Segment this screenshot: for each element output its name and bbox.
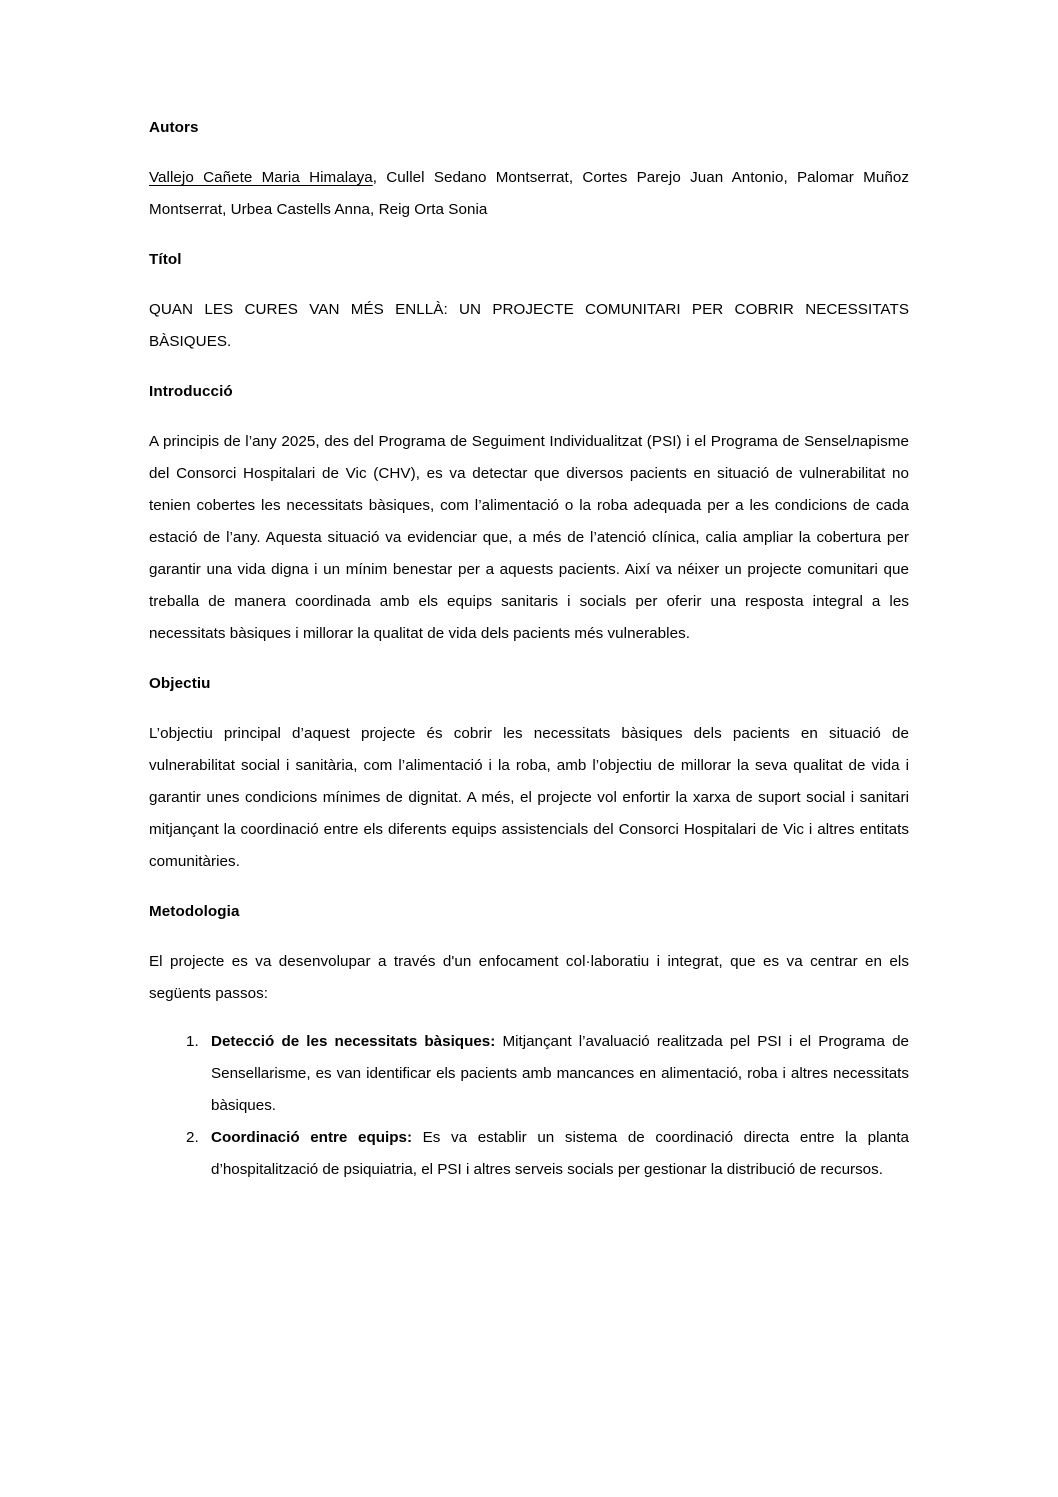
spacer [149,408,909,426]
objectiu-paragraph: L’objectiu principal d’aquest projecte és cobrir les necessitats bàsiques dels pacients en situació de vulnerabilitat social i sanitària, com l’alimentació i la roba, amb l’objectiu de millorar la seva qualitat de vida i garantir unes condicions mínimes de dignitat. A més, el projecte vol enfortir la xarxa de suport social i sanitari mitjançant la coordinació entre els diferents equips assistencials del Consorci Hospitalari de Vic i altres entitats comunitàries. [149,725,909,870]
spacer [149,928,909,946]
list-item [149,1122,909,1186]
spacer [149,650,909,668]
heading-autors: Autors [149,119,199,136]
step-lead-in: Detecció de les necessitats bàsiques: [211,1033,496,1050]
remaining-authors: , Cullel Sedano Montserrat, Cortes Parejo Juan Antonio, Palomar Muñoz Montserrat, Urbea Castells Anna, Reig Orta Sonia [149,169,909,218]
introduccio-paragraph: A principis de l’any 2025, des del Programa de Seguiment Individualitzat (PSI) i el Programa de Senselларisme del Consorci Hospitalari de Vic (CHV), es va detectar que diversos pacients en situació de vulnerabilitat no tenien cobertes les necessitats bàsiques, com l’alimentació o la roba adequada per a les condicions de cada estació de l’any. Aquesta situació va evidenciar que, a més de l’atenció clínica, calia ampliar la cobertura per garantir una vida digna i un mínim benestar per a aquests pacients. Així va néixer un projecte comunitari que treballa de manera coordinada amb els equips sanitaris i socials per oferir una resposta integral a les necessitats bàsiques i millorar la qualitat de vida dels pacients més vulnerables. [149,433,909,642]
step-text: Mitjançant l’avaluació realitzada pel PSI i el Programa de Sensellarisme, es van identificar els pacients amb mancances en alimentació, roba i altres necessitats bàsiques. [211,1033,910,1114]
step-lead-in: Coordinació entre equips: [211,1129,413,1146]
heading-metodologia: Metodologia [149,903,240,920]
spacer [149,276,909,294]
authors-paragraph [149,162,909,226]
step-text: Es va establir un sistema de coordinació directa entre la planta d’hospitalització de psiquiatria, el PSI i altres serveis socials per gestionar la distribució de recursos. [211,1129,909,1178]
spacer [149,878,909,896]
heading-titol: Títol [149,251,182,268]
spacer [149,700,909,718]
list-item [149,1026,909,1122]
spacer [149,226,909,244]
first-author-name: Vallejo Cañete Maria Himalaya [149,169,373,186]
spacer [149,144,909,162]
title-text: QUAN LES CURES VAN MÉS ENLLÀ: UN PROJECTE COMUNITARI PER COBRIR NECESSITATS BÀSIQUES. [149,301,909,350]
heading-objectiu: Objectiu [149,675,211,692]
heading-introduccio: Introducció [149,383,233,400]
spacer [149,1010,909,1026]
document-content [149,112,909,1186]
spacer [149,358,909,376]
methodology-steps-list [149,1026,909,1186]
metodologia-paragraph: El projecte es va desenvolupar a través d'un enfocament col·laboratiu i integrat, que es va centrar en els següents passos: [149,953,909,1002]
